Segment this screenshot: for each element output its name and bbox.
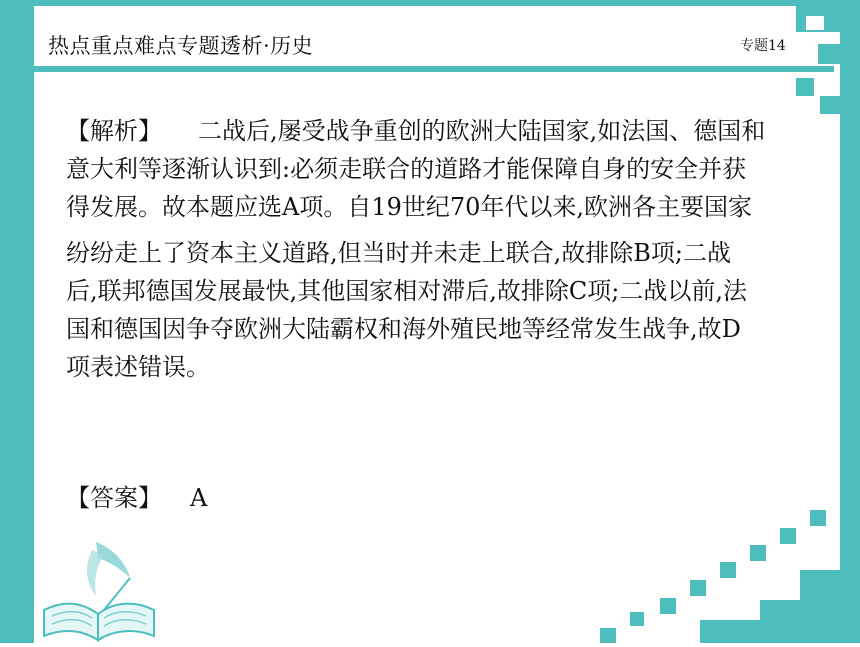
answer-value: A [190,484,208,512]
analysis-line: 得发展。故本题应选A项。自19世纪70年代以来,欧洲各主要国家 [66,193,753,221]
analysis-line: 国和德国因争夺欧洲大陆霸权和海外殖民地等经常发生战争,故D [66,315,741,343]
topic-number: 专题14 [740,38,786,54]
analysis-paragraph [66,112,826,386]
analysis-line: 后,联邦德国发展最快,其他国家相对滞后,故排除C项;二战以前,法 [66,277,747,305]
frame-left-bar [0,0,34,643]
analysis-line: 意大利等逐渐认识到:必须走联合的道路才能保障自身的安全并获 [66,155,747,183]
page-title: 热点重点难点专题透析·历史 [48,34,314,58]
answer-label: 【答案】 [66,484,162,512]
open-book-with-quill-icon [34,540,174,647]
analysis-line: 纷纷走上了资本主义道路,但当时并未走上联合,故排除B项;二战 [66,239,731,267]
frame-right-bar [840,0,860,643]
analysis-label: 【解析】 [66,117,162,145]
analysis-line: 项表述错误。 [66,353,210,381]
frame-top-bar [0,0,860,6]
answer-row [66,478,207,513]
header-rule [34,66,834,72]
analysis-line: 二战后,屡受战争重创的欧洲大陆国家,如法国、德国和 [198,117,766,145]
